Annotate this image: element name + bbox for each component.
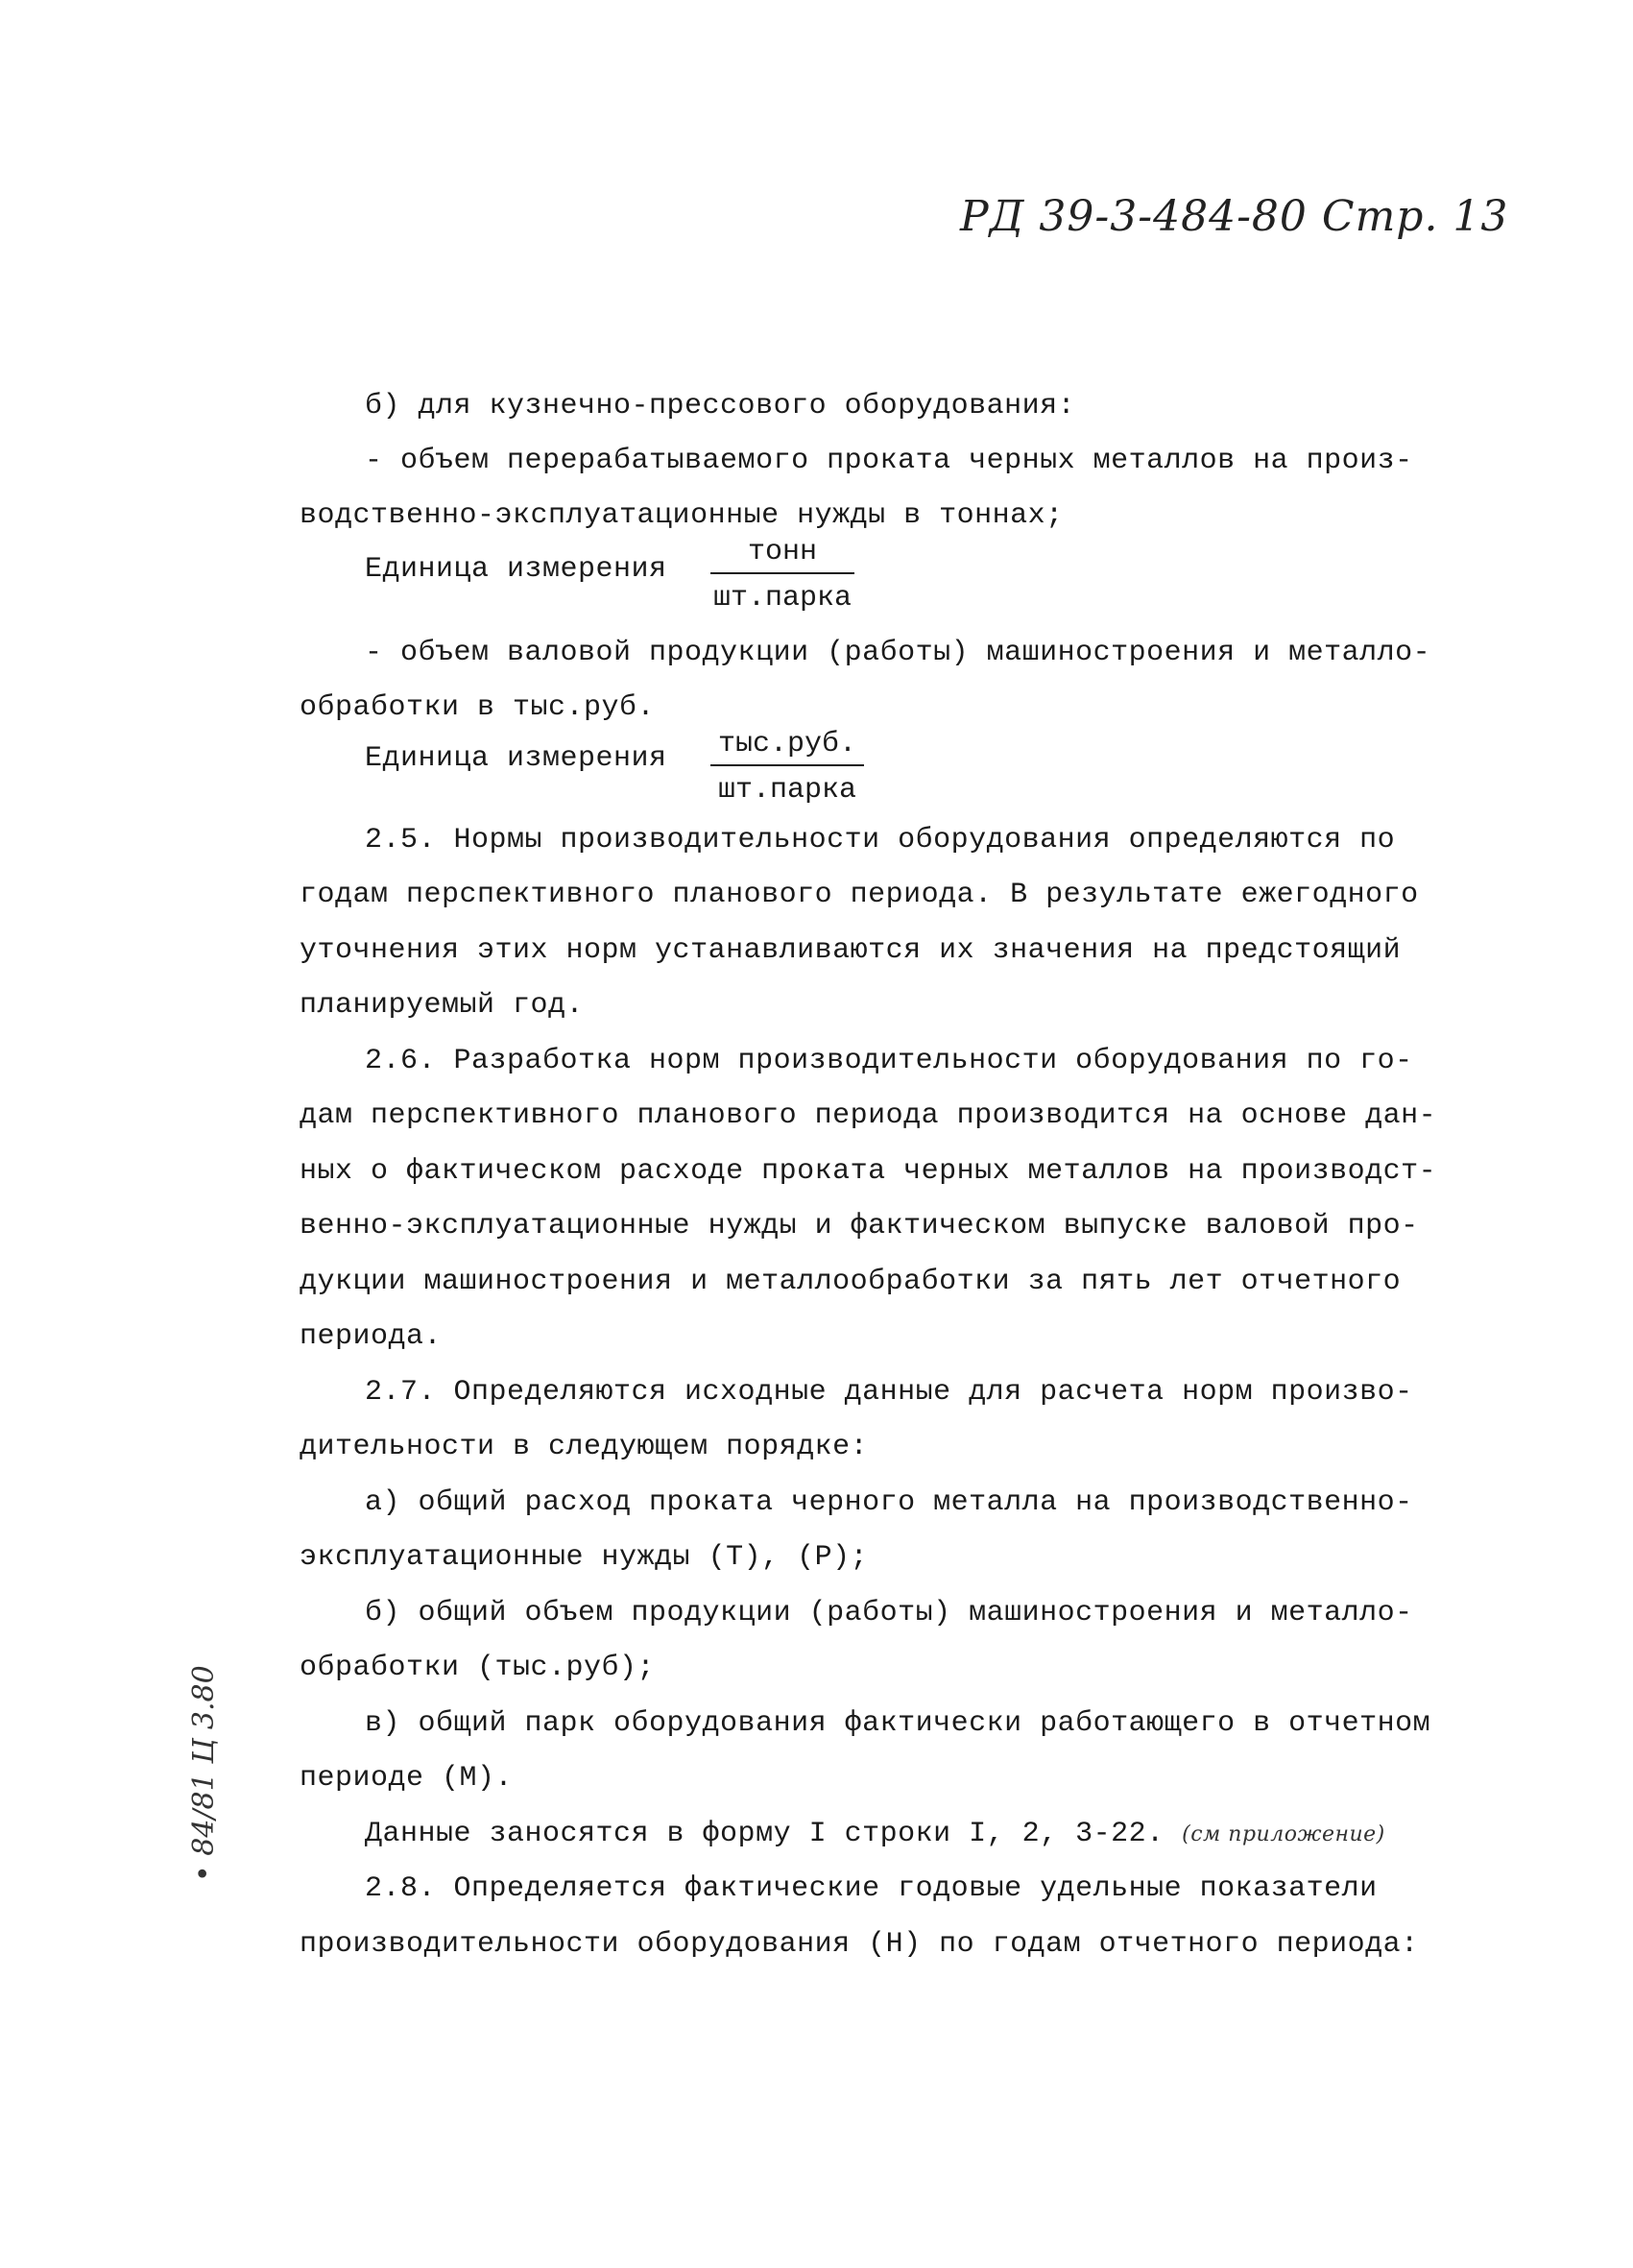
unit-numerator: тыс.руб. (710, 730, 864, 766)
text-line: планируемый год. (300, 989, 585, 1022)
text-line: 2.6. Разработка норм производительности оборудования по го- (365, 1045, 1413, 1077)
text-line: венно-эксплуатационные нужды и фактическом выпуске валовой про- (300, 1210, 1419, 1243)
text-line: годам перспективного планового периода. В результате ежегодного (300, 879, 1419, 911)
document-code-header: РД 39-3-484-80 Стр. 13 (960, 192, 1509, 241)
text-line: обработки (тыс.руб); (300, 1652, 656, 1684)
text-line: - объем валовой продукции (работы) машиностроения и металло- (365, 637, 1431, 669)
text-line: - объем перерабатываемого проката черных металлов на произ- (365, 445, 1413, 477)
text-line: дукции машиностроения и металлообработки за пять лет отчетного (300, 1266, 1402, 1298)
unit-fraction (710, 538, 854, 613)
text-line: а) общий расход проката черного металла на производственно- (365, 1486, 1413, 1519)
margin-annotation: • 84/81 Ц 3.80 (187, 1665, 221, 1882)
text-line: периода. (300, 1320, 443, 1353)
text-line: б) общий объем продукции (работы) машиностроения и металло- (365, 1597, 1413, 1629)
unit-denominator: шт.парка (717, 774, 857, 807)
unit-fraction (710, 730, 864, 805)
text-line: 2.8. Определяется фактические годовые удельные показатели (365, 1872, 1378, 1905)
text-line: б) для кузнечно-прессового оборудования: (365, 390, 1076, 422)
text-line (365, 1820, 1385, 1848)
unit-denominator: шт.парка (712, 582, 853, 615)
text-line: эксплуатационные нужды (Т), (Р); (300, 1541, 869, 1574)
text-line: в) общий парк оборудования фактически работающего в отчетном (365, 1707, 1431, 1740)
text-line: обработки в тыс.руб. (300, 691, 656, 724)
text-line: дам перспективного планового периода производится на основе дан- (300, 1099, 1437, 1132)
text-line: 2.7. Определяются исходные данные для расчета норм произво- (365, 1376, 1413, 1409)
text-line: производительности оборудования (Н) по годам отчетного периода: (300, 1928, 1419, 1961)
text-line: ных о фактическом расходе проката черных металлов на производст- (300, 1155, 1437, 1188)
text-line: дительности в следующем порядке: (300, 1431, 869, 1463)
unit-label: Единица измерения (365, 553, 667, 586)
unit-label: Единица измерения (365, 742, 667, 775)
text-line: уточнения этих норм устанавливаются их значения на предстоящий (300, 934, 1402, 967)
unit-numerator: тонн (710, 538, 854, 574)
text-line: 2.5. Нормы производительности оборудования определяются по (365, 824, 1396, 857)
data-line-text: Данные заносятся в форму I строки I, 2, 3-22. (365, 1818, 1165, 1850)
text-line: периоде (М). (300, 1762, 514, 1795)
text-line: водственно-эксплуатационные нужды в тоннах; (300, 499, 1064, 532)
handwritten-note: (см приложение) (1182, 1822, 1385, 1846)
